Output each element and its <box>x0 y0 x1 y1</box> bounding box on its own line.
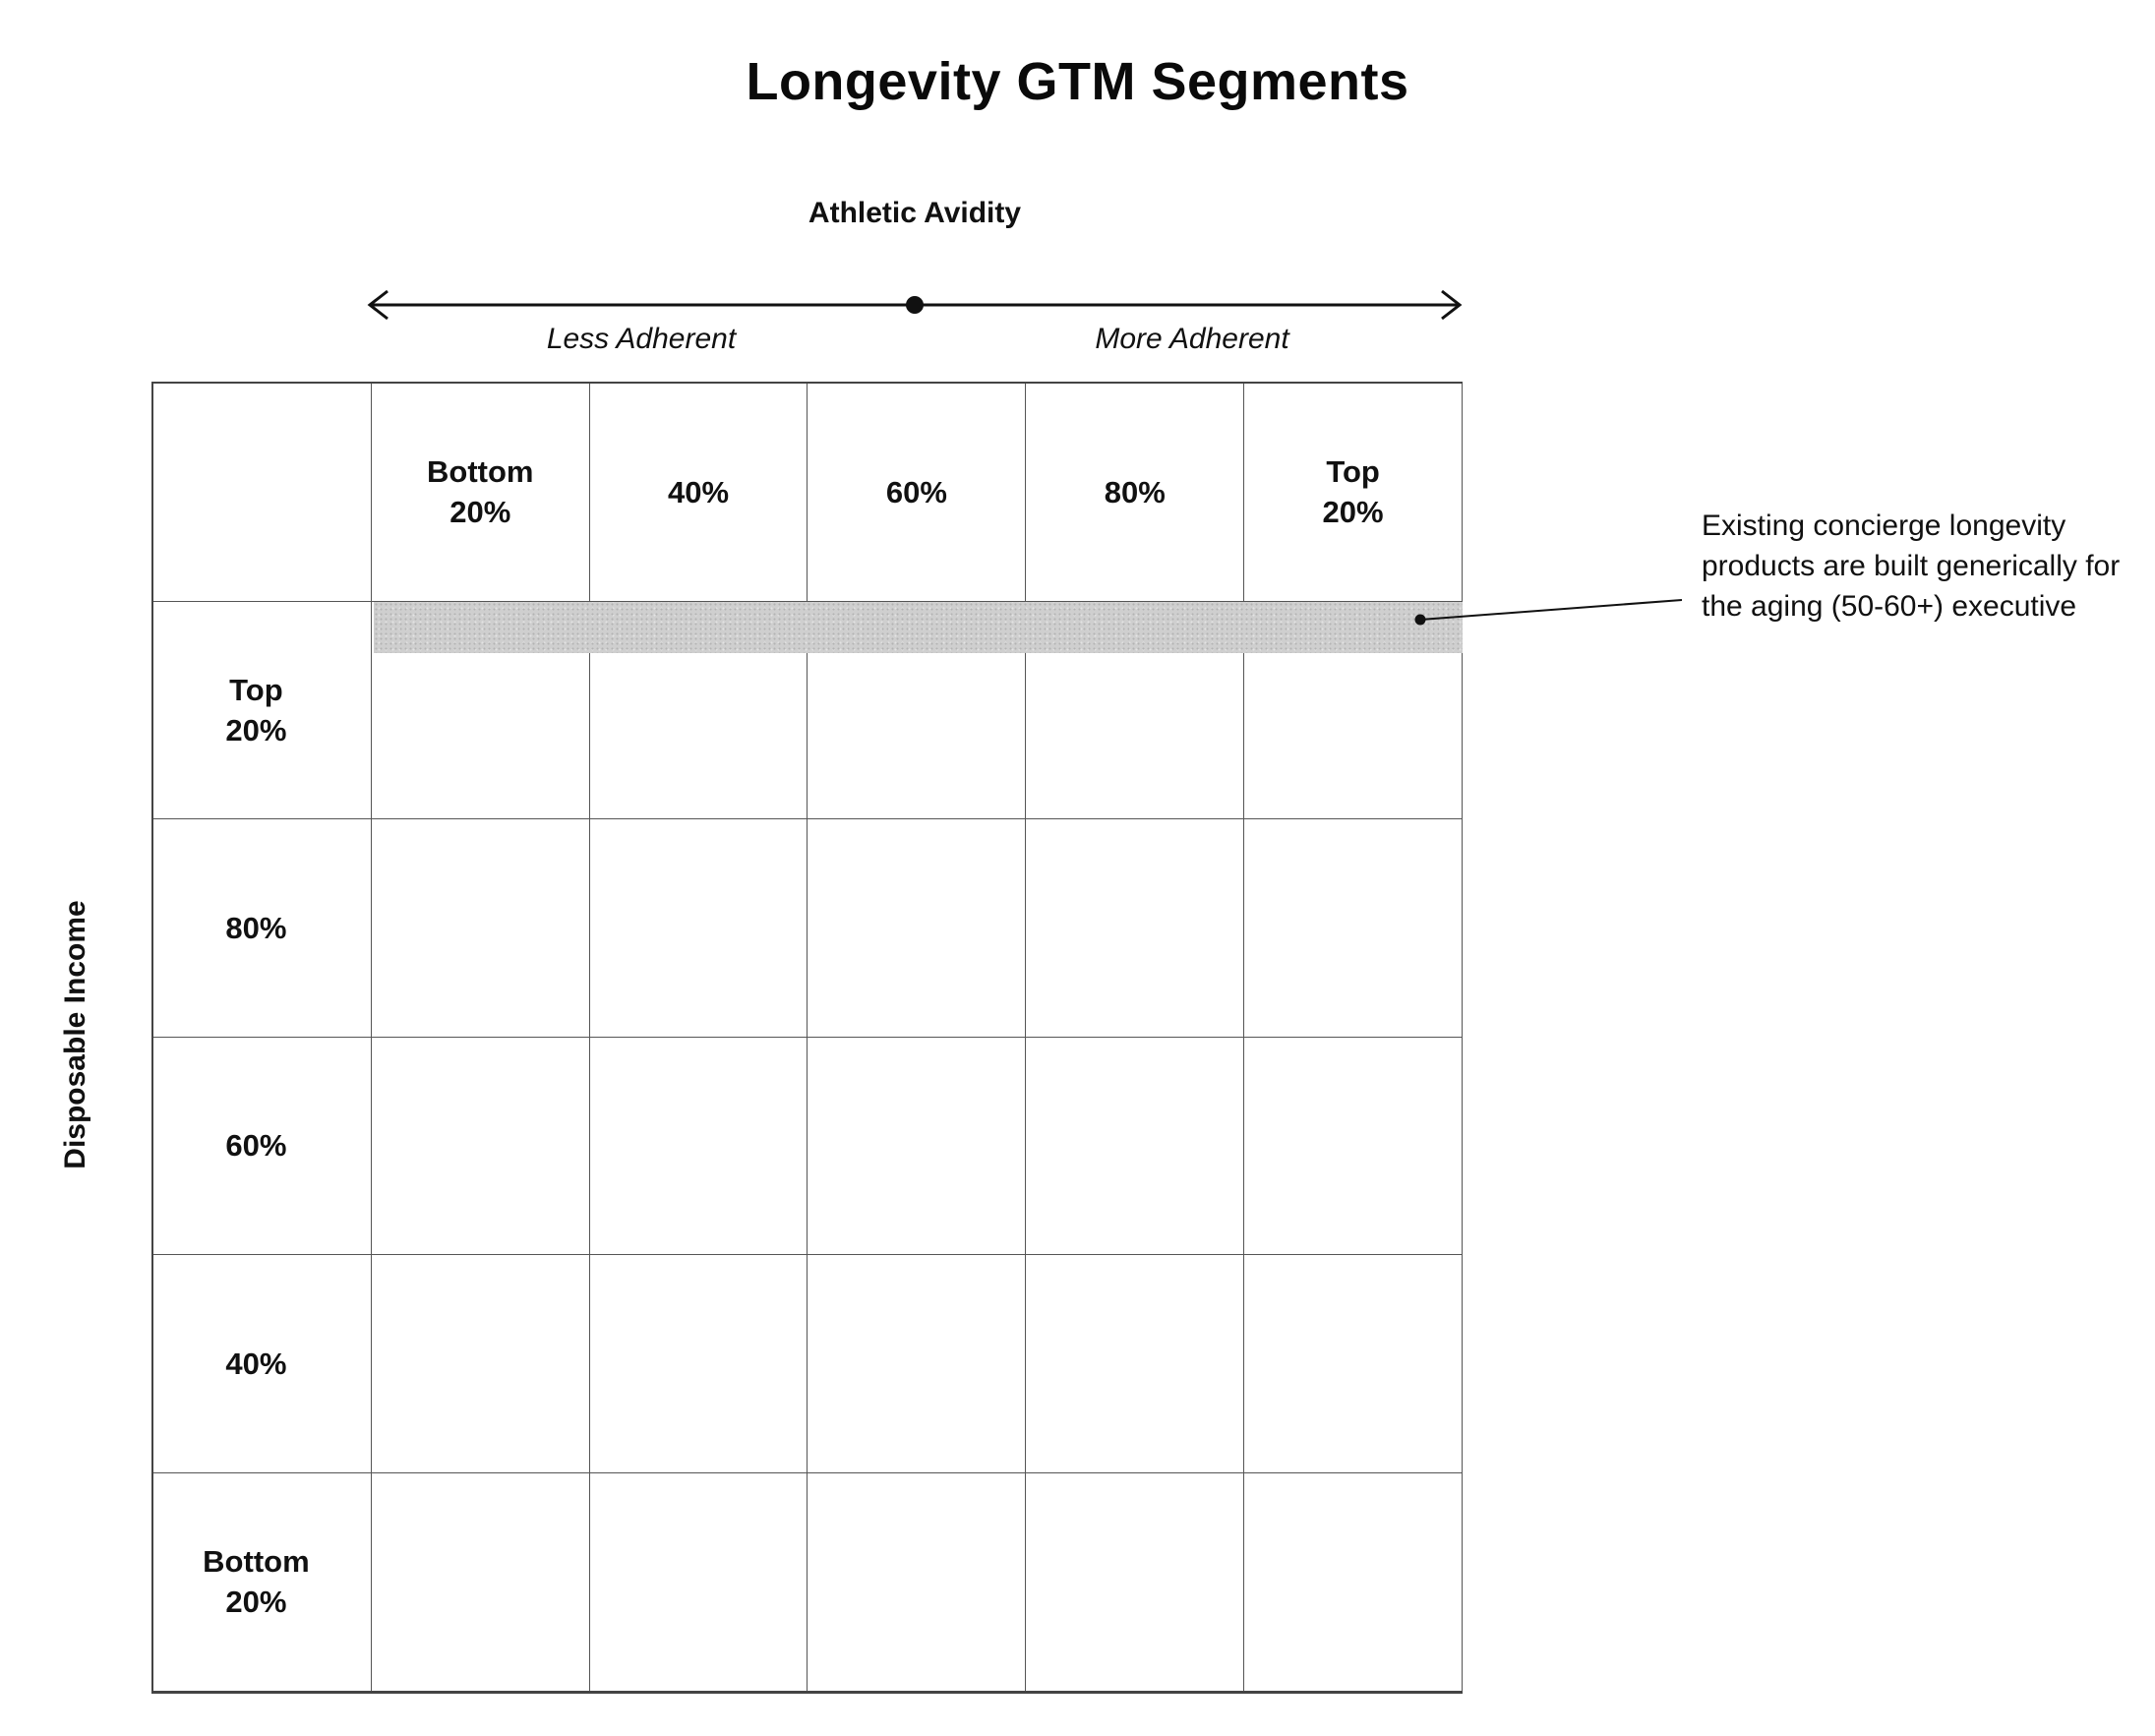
axis-pole-more-adherent: More Adherent <box>1095 323 1289 355</box>
x-axis-label: Athletic Avidity <box>808 197 1022 229</box>
segment-cell <box>372 819 590 1038</box>
axis-midpoint-dot <box>906 296 924 314</box>
segment-cell <box>1026 819 1244 1038</box>
segment-cell <box>1244 819 1463 1038</box>
segment-cell <box>590 819 808 1038</box>
segment-cell <box>590 1255 808 1473</box>
segment-cell <box>372 1255 590 1473</box>
column-header-cell <box>1244 384 1463 602</box>
row-header-cell <box>153 819 372 1038</box>
segment-cell <box>1244 1038 1463 1256</box>
row-header-cell <box>153 1038 372 1256</box>
segment-cell <box>808 1038 1026 1256</box>
row-header-label: 40% <box>225 1346 287 1381</box>
segment-cell <box>808 1255 1026 1473</box>
column-header-label: Bottom 20% <box>427 454 534 530</box>
row-header-label: 60% <box>225 1128 287 1164</box>
callout-annotation: Existing concierge longevity products are built generically for the aging (50-60+) executive <box>1702 509 2121 623</box>
column-header-cell <box>590 384 808 602</box>
callout-leader-line <box>1397 580 1711 659</box>
row-header-cell <box>153 602 372 820</box>
page-title: Longevity GTM Segments <box>746 52 1409 111</box>
segment-cell <box>1026 1473 1244 1692</box>
row-header-label: Bottom 20% <box>203 1544 310 1620</box>
row-header-label: 80% <box>225 910 287 945</box>
column-header-label: Top 20% <box>1322 454 1384 530</box>
segment-cell <box>590 1473 808 1692</box>
y-axis-label: Disposable Income <box>59 900 91 1169</box>
segment-cell <box>372 1473 590 1692</box>
segment-cell <box>1026 1038 1244 1256</box>
column-header-label: 40% <box>668 474 730 509</box>
callout-dot <box>1415 615 1426 626</box>
row-header-label: Top 20% <box>225 672 287 748</box>
column-header-cell <box>372 384 590 602</box>
column-header-cell <box>1026 384 1244 602</box>
segment-cell <box>372 1038 590 1256</box>
segment-cell <box>808 819 1026 1038</box>
highlight-band-top-income <box>374 602 1463 653</box>
column-header-label: 80% <box>1104 474 1166 509</box>
row-header-cell <box>153 1255 372 1473</box>
segment-cell <box>1244 1255 1463 1473</box>
segment-cell <box>808 1473 1026 1692</box>
row-header-cell <box>153 1473 372 1692</box>
column-header-cell <box>808 384 1026 602</box>
column-header-label: 60% <box>885 474 947 509</box>
axis-pole-less-adherent: Less Adherent <box>546 323 737 355</box>
segment-matrix <box>151 382 1463 1694</box>
segment-cell <box>1026 1255 1244 1473</box>
segment-cell <box>590 1038 808 1256</box>
segment-cell <box>1244 1473 1463 1692</box>
matrix-corner-cell <box>153 384 372 602</box>
